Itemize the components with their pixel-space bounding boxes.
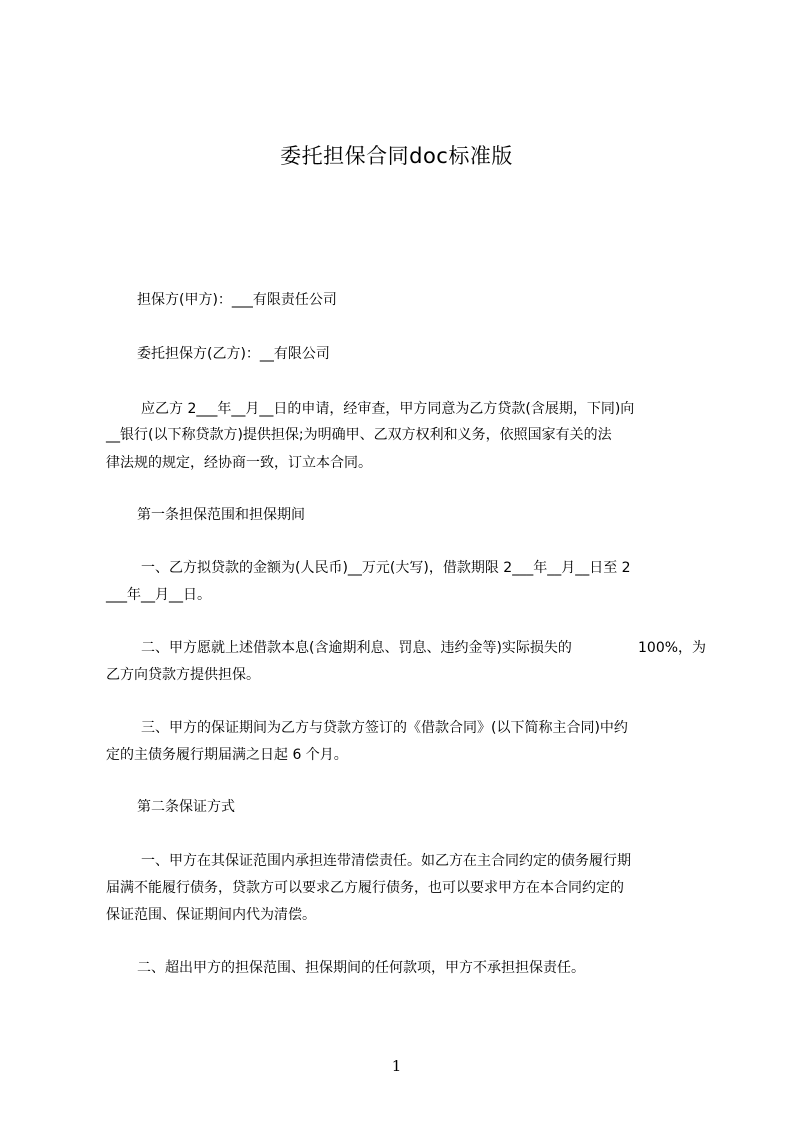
article2-item1-line: 届满不能履行债务，贷款方可以要求乙方履行债务，也可以要求甲方在本合同约定的 (106, 880, 624, 896)
article2-item2-line: 二、超出甲方的担保范围、担保期间的任何款项，甲方不承担担保责任。 (137, 960, 585, 976)
article2-heading: 第二条保证方式 (137, 799, 235, 815)
document-title: 委托担保合同doc标准版 (280, 144, 513, 168)
page-number: 1 (391, 1057, 402, 1075)
article1-item2-line: 100%，为 (638, 640, 707, 656)
article2-item1-line: 保证范围、保证期间内代为清偿。 (106, 907, 316, 923)
article1-item1-line: ___年__月__日。 (106, 587, 211, 603)
article1-item3-line: 定的主债务履行期届满之日起 6 个月。 (106, 747, 348, 763)
guarantor-party-line: 担保方(甲方)：___有限责任公司 (137, 292, 337, 308)
intro-paragraph-line: __银行(以下称贷款方)提供担保;为明确甲、乙双方权利和义务，依照国家有关的法 (106, 427, 612, 443)
article2-item1-line: 一、甲方在其保证范围内承担连带清偿责任。如乙方在主合同约定的债务履行期 (141, 853, 631, 869)
article1-item2-line: 二、甲方愿就上述借款本息(含逾期利息、罚息、违约金等)实际损失的 (141, 640, 572, 656)
intro-paragraph-line: 应乙方 2___年__月__日的申请，经审查，甲方同意为乙方贷款(含展期，下同)向 (141, 401, 635, 417)
principal-party-line: 委托担保方(乙方)：__有限公司 (137, 346, 330, 362)
article1-heading: 第一条担保范围和担保期间 (137, 507, 305, 523)
article1-item1-line: 一、乙方拟贷款的金额为(人民币)__万元(大写)，借款期限 2___年__月__日至 2 (141, 560, 631, 576)
intro-paragraph-line: 律法规的规定，经协商一致，订立本合同。 (106, 455, 372, 471)
article1-item2-line: 乙方向贷款方提供担保。 (106, 667, 260, 683)
article1-item3-line: 三、甲方的保证期间为乙方与贷款方签订的《借款合同》(以下简称主合同)中约 (141, 720, 628, 736)
